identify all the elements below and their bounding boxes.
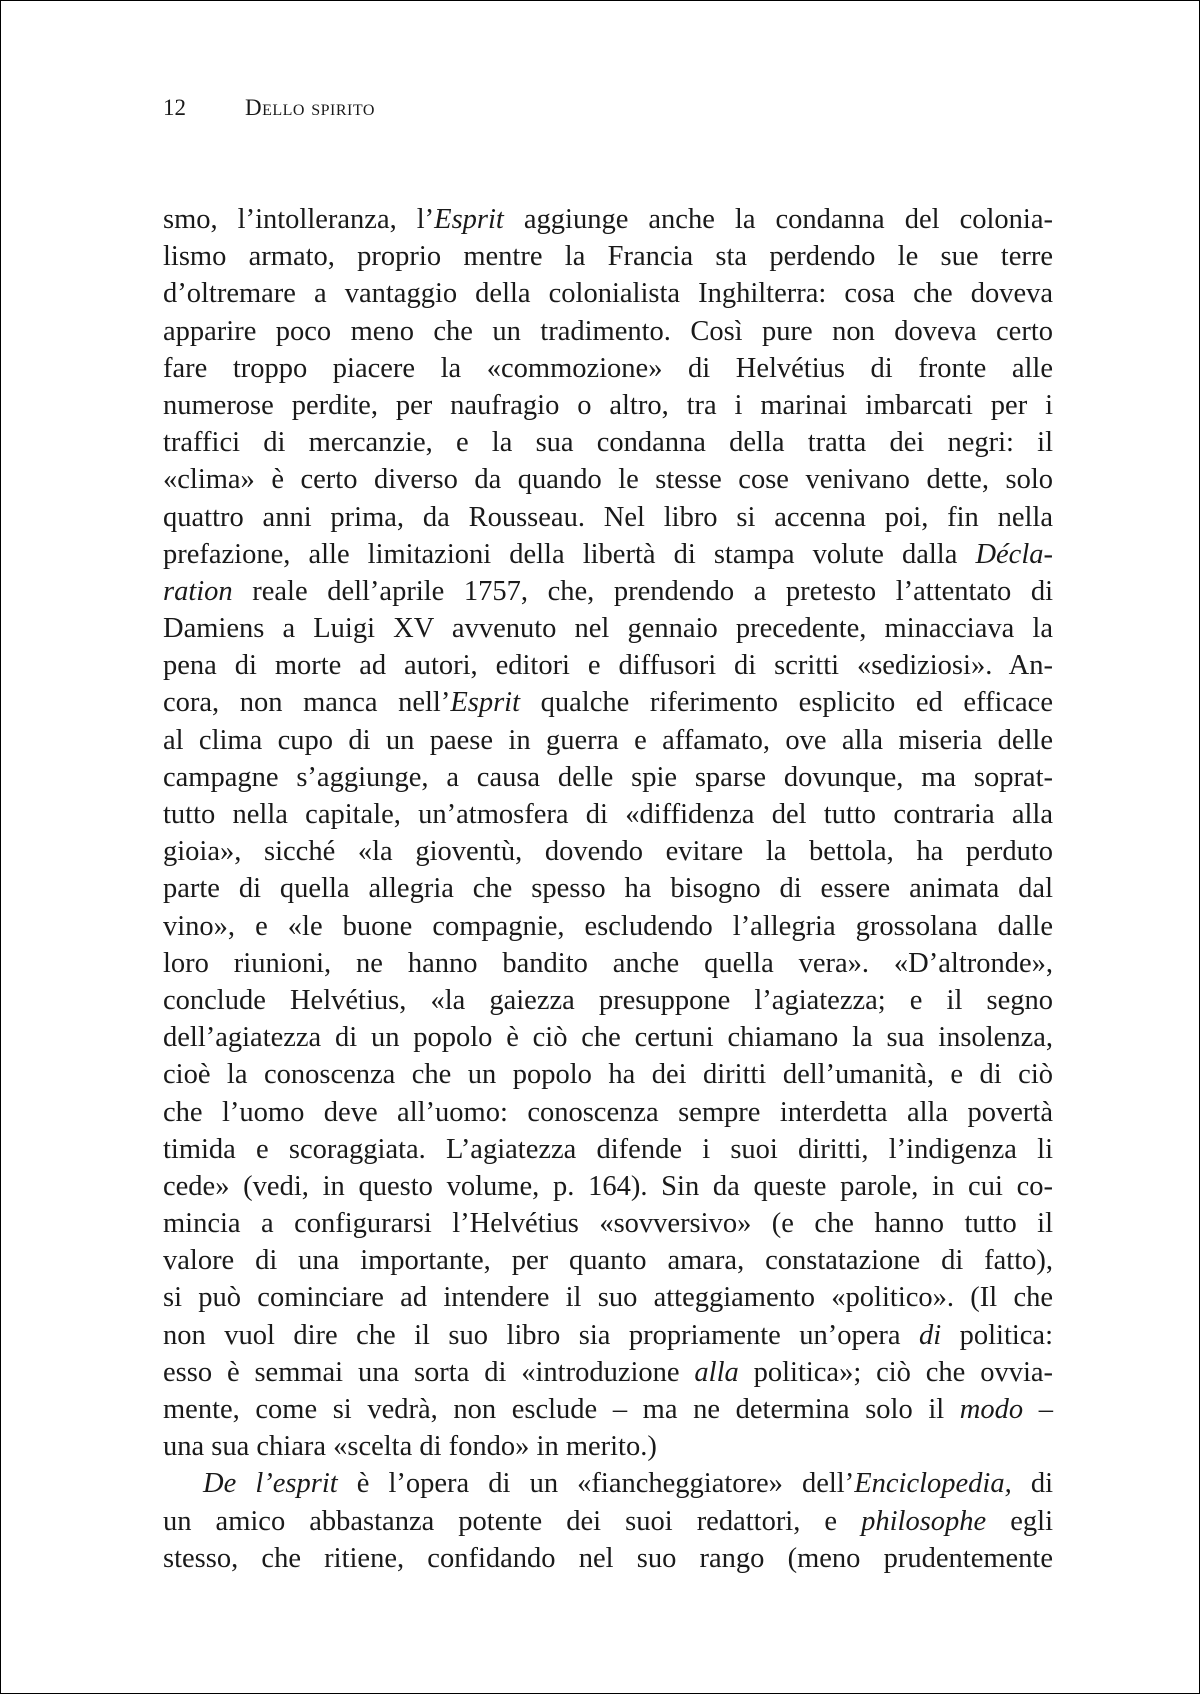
text-run: conclude Helvétius, «la gaiezza presuppone l’agiatezza; e il segno bbox=[163, 984, 1053, 1016]
italic-text: Esprit bbox=[450, 687, 521, 719]
text-run: apparire poco meno che un tradimento. Così pure non doveva certo bbox=[163, 315, 1053, 347]
text-run: loro riunioni, ne hanno bandito anche quella vera». «D’altronde», bbox=[163, 947, 1053, 979]
italic-text: Esprit bbox=[434, 204, 504, 235]
text-run: si può cominciare ad intendere il suo atteggiamento «politico». (Il che bbox=[163, 1282, 1053, 1314]
text-run: politica: bbox=[941, 1319, 1054, 1351]
text-line bbox=[163, 1465, 1053, 1502]
text-line bbox=[163, 908, 1053, 945]
text-run: numerose perdite, per naufragio o altro, tra i marinai imbarcati per i bbox=[163, 389, 1053, 421]
italic-text: Enciclopedia, bbox=[854, 1468, 1012, 1500]
text-line bbox=[163, 536, 1053, 573]
text-line bbox=[163, 982, 1053, 1019]
text-run: cioè la conoscenza che un popolo ha dei diritti dell’umanità, e di ciò bbox=[163, 1059, 1053, 1091]
page-header bbox=[163, 94, 375, 122]
italic-text: di bbox=[918, 1319, 942, 1351]
text-run: cora, non manca nell’ bbox=[163, 687, 451, 719]
text-run: esso è semmai una sorta di «introduzione bbox=[163, 1356, 695, 1388]
text-line bbox=[163, 201, 1053, 238]
text-line bbox=[163, 1056, 1053, 1093]
text-run: non vuol dire che il suo libro sia propriamente un’opera bbox=[163, 1319, 919, 1351]
italic-text: De l’esprit bbox=[203, 1468, 338, 1500]
text-run: fare troppo piacere la «commozione» di Helvétius di fronte alle bbox=[163, 352, 1053, 384]
text-run: valore di una importante, per quanto amara, constatazione di fatto), bbox=[163, 1245, 1053, 1277]
text-run: è l’opera di un «fiancheggiatore» dell’ bbox=[337, 1468, 855, 1500]
text-line bbox=[163, 1428, 1053, 1465]
text-run: campagne s’aggiunge, a causa delle spie sparse dovunque, ma soprat- bbox=[163, 761, 1053, 793]
text-line bbox=[163, 1317, 1053, 1354]
italic-text: Décla- bbox=[975, 538, 1053, 570]
text-line bbox=[163, 387, 1053, 424]
text-line bbox=[163, 647, 1053, 684]
text-line bbox=[163, 722, 1053, 759]
text-run: un amico abbastanza potente dei suoi redattori, e bbox=[163, 1505, 862, 1537]
text-run: parte di quella allegria che spesso ha bisogno di essere animata dal bbox=[163, 873, 1053, 905]
text-line bbox=[163, 499, 1053, 536]
text-run: traffici di mercanzie, e la sua condanna della tratta dei negri: il bbox=[163, 427, 1053, 459]
text-line bbox=[163, 945, 1053, 982]
text-run: mente, come si vedrà, non esclude – ma ne determina solo il bbox=[163, 1394, 960, 1425]
page-number: 12 bbox=[163, 95, 186, 120]
text-run: «clima» è certo diverso da quando le stesse cose venivano dette, solo bbox=[163, 464, 1053, 496]
text-run: d’oltremare a vantaggio della colonialista Inghilterra: cosa che doveva bbox=[163, 278, 1053, 310]
text-run: una sua chiara «scelta di fondo» in merito.) bbox=[163, 1431, 657, 1463]
text-run: cede» (vedi, in questo volume, p. 164). Sin da queste parole, in cui co- bbox=[163, 1170, 1053, 1202]
text-line bbox=[163, 1094, 1053, 1131]
text-line bbox=[163, 1205, 1053, 1242]
italic-text: ration bbox=[163, 575, 233, 607]
text-run: prefazione, alle limitazioni della libertà di stampa volute dalla bbox=[163, 538, 976, 570]
text-run: Damiens a Luigi XV avvenuto nel gennaio precedente, minacciava la bbox=[163, 613, 1053, 645]
text-line bbox=[163, 610, 1053, 647]
text-line bbox=[163, 1503, 1053, 1540]
text-line bbox=[163, 870, 1053, 907]
text-run: tutto nella capitale, un’atmosfera di «diffidenza del tutto contraria alla bbox=[163, 799, 1053, 830]
italic-text: modo bbox=[959, 1394, 1024, 1425]
text-line bbox=[163, 684, 1053, 721]
text-run: mincia a configurarsi l’Helvétius «sovversivo» (e che hanno tutto il bbox=[163, 1208, 1053, 1240]
text-line bbox=[163, 1354, 1053, 1391]
text-run: quattro anni prima, da Rousseau. Nel libro si accenna poi, fin nella bbox=[163, 501, 1053, 533]
running-title: Dello spirito bbox=[245, 95, 375, 120]
text-run: pena di morte ad autori, editori e diffusori di scritti «sediziosi». An- bbox=[163, 650, 1053, 682]
text-line bbox=[163, 313, 1053, 350]
text-line bbox=[163, 1019, 1053, 1056]
text-line bbox=[163, 796, 1053, 833]
text-run: vino», e «le buone compagnie, escludendo l’allegria grossolana dalle bbox=[163, 910, 1053, 942]
italic-text: alla bbox=[694, 1356, 739, 1388]
text-run: – bbox=[1023, 1394, 1054, 1425]
text-line bbox=[163, 1131, 1053, 1168]
text-line bbox=[163, 350, 1053, 387]
text-line bbox=[163, 1168, 1053, 1205]
text-run: aggiunge anche la condanna del colonia- bbox=[503, 204, 1053, 235]
text-line bbox=[163, 1540, 1053, 1577]
text-run: di bbox=[1011, 1468, 1054, 1500]
text-run: lismo armato, proprio mentre la Francia sta perdendo le sue terre bbox=[163, 241, 1053, 273]
text-run: dell’agiatezza di un popolo è ciò che certuni chiamano la sua insolenza, bbox=[163, 1022, 1053, 1054]
text-line bbox=[163, 1242, 1053, 1279]
text-run: qualche riferimento esplicito ed efficace bbox=[520, 687, 1053, 719]
text-line bbox=[163, 424, 1053, 461]
body-text bbox=[163, 201, 1053, 1577]
text-line bbox=[163, 275, 1053, 312]
text-run: reale dell’aprile 1757, che, prendendo a pretesto l’attentato di bbox=[232, 575, 1053, 607]
text-line bbox=[163, 833, 1053, 870]
text-run: politica»; ciò che ovvia- bbox=[738, 1356, 1053, 1388]
text-line bbox=[163, 759, 1053, 796]
text-line bbox=[163, 461, 1053, 498]
italic-text: philosophe bbox=[861, 1505, 987, 1537]
text-run: timida e scoraggiata. L’agiatezza difende i suoi diritti, l’indigenza li bbox=[163, 1133, 1053, 1165]
text-run: egli bbox=[986, 1505, 1053, 1537]
text-run: che l’uomo deve all’uomo: conoscenza sempre interdetta alla povertà bbox=[163, 1096, 1053, 1128]
text-run: al clima cupo di un paese in guerra e affamato, ove alla miseria delle bbox=[163, 724, 1053, 756]
text-line bbox=[163, 238, 1053, 275]
text-run: smo, l’intolleranza, l’ bbox=[163, 204, 435, 235]
text-run: gioia», sicché «la gioventù, dovendo evitare la bettola, ha perduto bbox=[163, 836, 1053, 868]
text-line bbox=[163, 573, 1053, 610]
text-line bbox=[163, 1279, 1053, 1316]
text-run: stesso, che ritiene, confidando nel suo rango (meno prudentemente bbox=[163, 1542, 1053, 1574]
text-line bbox=[163, 1391, 1053, 1428]
